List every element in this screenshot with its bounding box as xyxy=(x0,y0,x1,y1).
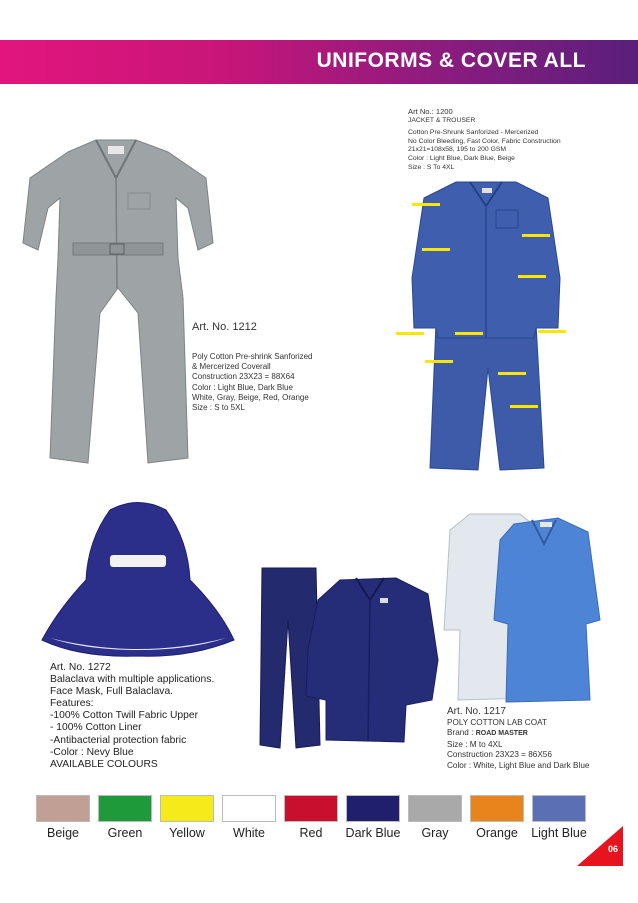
colour-swatch-dark-blue xyxy=(346,795,400,822)
callout-marker xyxy=(422,248,450,251)
brand-label: Brand : xyxy=(447,728,476,738)
spec-line: - 100% Cotton Liner xyxy=(50,722,142,734)
colour-label: White xyxy=(233,826,265,840)
callout-marker xyxy=(396,332,424,335)
navy-jacket-trouser-image xyxy=(256,560,442,750)
art-number: Art No.: 1200 xyxy=(408,107,453,116)
spec-line: 21x21=108x58, 195 to 200 GSM xyxy=(408,146,507,154)
callout-marker xyxy=(538,330,566,333)
colour-swatch-light-blue xyxy=(532,795,586,822)
art-1212-details xyxy=(192,352,313,413)
colour-swatch-yellow xyxy=(160,795,214,822)
spec-line: Cotton Pre-Shrunk Sanforized - Mercerized xyxy=(408,129,539,137)
spec-line: Color : Light Blue, Dark Blue, Beige xyxy=(408,154,515,162)
spec-line: Poly Cotton Pre-shrink Sanforized xyxy=(192,352,313,361)
art-1272-details xyxy=(50,662,214,771)
colour-label: Beige xyxy=(47,826,79,840)
spec-line: Face Mask, Full Balaclava. xyxy=(50,686,174,698)
product-name: JACKET & TROUSER xyxy=(408,116,476,124)
art-1212-number: Art. No. 1212 xyxy=(192,321,257,333)
colour-label: Dark Blue xyxy=(345,826,401,840)
colour-swatch-row xyxy=(36,795,576,823)
colour-swatch-gray xyxy=(408,795,462,822)
spec-line: Balaclava with multiple applications. xyxy=(50,674,215,686)
callout-marker xyxy=(510,405,538,408)
colour-label: Light Blue xyxy=(531,826,587,840)
spec-line: No Color Bleeding, Fast Color, Fabric Construction xyxy=(408,137,561,145)
balaclava-image xyxy=(40,500,236,662)
spec-line: & Mercerized Coverall xyxy=(192,362,271,372)
spec-line: Size : S to 5XL xyxy=(192,403,245,413)
colour-swatch-beige xyxy=(36,795,90,822)
jacket-trouser-image xyxy=(408,178,568,476)
colour-label: Gray xyxy=(421,826,449,840)
callout-marker xyxy=(455,332,483,335)
spec-line: Color : Light Blue, Dark Blue xyxy=(192,382,293,392)
art-1217-details xyxy=(447,706,589,771)
spec-line: White, Gray, Beige, Red, Orange xyxy=(192,392,309,402)
spec-line: -Color : Nevy Blue xyxy=(50,746,134,758)
brand-name: ROAD MASTER xyxy=(475,730,528,738)
spec-line: -100% Cotton Twill Fabric Upper xyxy=(50,710,199,722)
product-name: POLY COTTON LAB COAT xyxy=(447,718,547,727)
spec-line: Size : M to 4XL xyxy=(447,739,503,749)
callout-marker xyxy=(522,234,550,237)
spec-line: Construction 23X23 = 86X56 xyxy=(447,750,552,760)
spec-line: Color : White, Light Blue and Dark Blue xyxy=(447,760,590,770)
colour-label: Red xyxy=(299,826,323,840)
brand-line xyxy=(447,728,589,739)
colour-swatch-red xyxy=(284,795,338,822)
callout-marker xyxy=(425,360,453,363)
lab-coats-image xyxy=(440,510,605,704)
colour-swatch-orange xyxy=(470,795,524,822)
art-1200-details xyxy=(408,108,561,172)
colour-label: Yellow xyxy=(169,826,205,840)
spec-line: Construction 23X23 = 88X64 xyxy=(192,372,295,382)
callout-marker xyxy=(498,372,526,375)
callout-marker xyxy=(518,275,546,278)
colour-label: Green xyxy=(107,826,143,840)
callout-marker xyxy=(412,203,440,206)
gray-coverall-image xyxy=(18,138,218,468)
spec-line: Size : S To 4XL xyxy=(408,163,455,171)
colour-swatch-green xyxy=(98,795,152,822)
spec-line: -Antibacterial protection fabric xyxy=(50,734,187,746)
art-number: Art. No. 1272 xyxy=(50,662,111,673)
spec-line: Features: xyxy=(50,698,94,710)
available-colours-heading: AVAILABLE COLOURS xyxy=(50,758,158,770)
page-number: 06 xyxy=(607,844,618,854)
colour-swatch-white xyxy=(222,795,276,822)
art-number: Art. No. 1217 xyxy=(447,706,506,717)
page-title: UNIFORMS & COVER ALL xyxy=(316,49,586,72)
colour-label: Orange xyxy=(476,826,518,840)
